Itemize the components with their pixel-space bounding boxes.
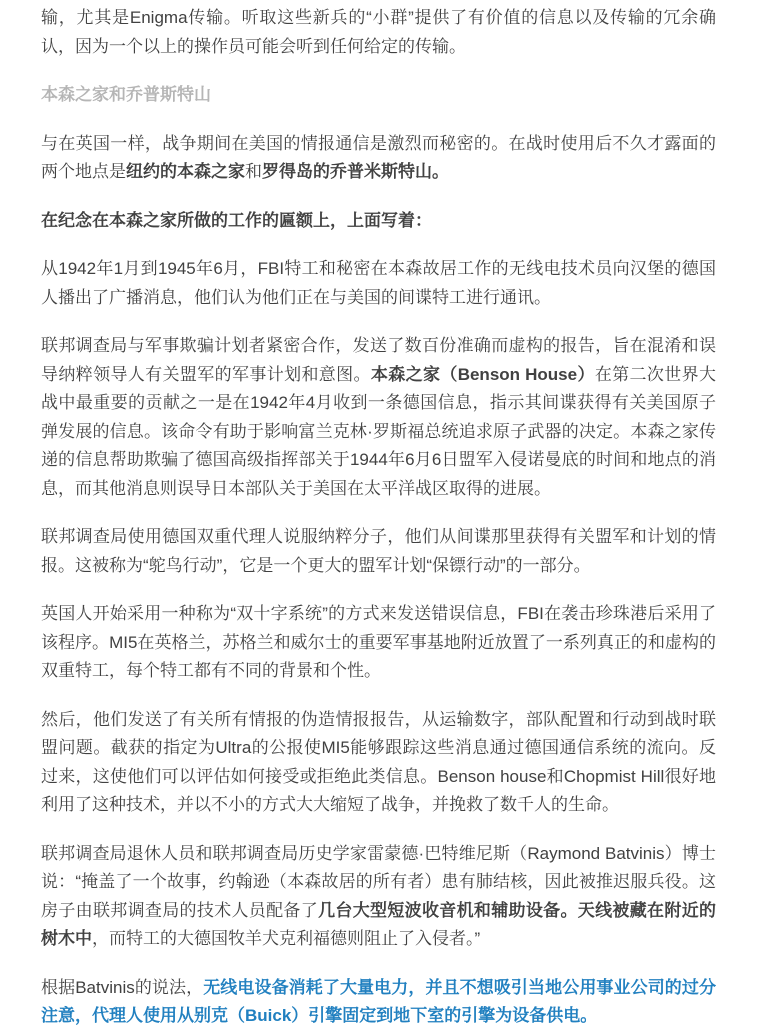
text-run: 从1942年1月到1945年6月，FBI特工和秘密在本森故居工作的无线电技术员向汉堡的德国人播出了广播消息，他们认为他们正在与美国的间谍特工进行通讯。 [41, 259, 716, 307]
text-run: 联邦调查局与军事欺骗计划者紧密合作，发送了数百份准确而虚构的报告，旨在混淆和误导纳粹领导人有关盟军的军事计划和意图。 [41, 336, 716, 384]
paragraph-ostrich-operation [41, 523, 716, 580]
text-run: 罗得岛的乔普米斯特山。 [262, 162, 449, 181]
paragraph-ultra-bulletins [41, 706, 716, 820]
text-run: 无线电设备消耗了大量电力，并且不想吸引当地公用事业公司的过分注意，代理人使用从别克（Buick）引擎固定到地下室的引擎为设备供电。 [41, 977, 716, 1025]
text-run: 在第二次世界大战中最重要的贡献之一是在1942年4月收到一条德国信息，指示其间谍获得有关美国原子弹发展的信息。该命令有助于影响富兰克林·罗斯福总统追求原子武器的决定。本森之家传递的信息帮助欺骗了德国高级指挥部关于1944年6月6日盟军入侵诺曼底的时间和地点的消息，而其他消息则误导日本部队关于美国在太平洋战区取得的进展。 [41, 364, 716, 498]
text-run: 几台大型短波收音机和辅助设备。天线被藏在附近的树木中 [41, 900, 717, 948]
paragraph-batvinis-quote [41, 840, 716, 954]
paragraph-enigma-transmissions [41, 4, 716, 61]
text-run: ，而特工的大德国牧羊犬克利福德则阻止了入侵者。” [92, 929, 481, 948]
text-run: 本森之家和乔普斯特山 [41, 85, 211, 104]
text-run: 本森之家（Benson House） [370, 364, 595, 384]
text-run: 联邦调查局使用德国双重代理人说服纳粹分子，他们从间谍那里获得有关盟军和计划的情报。这被称为“鸵鸟行动”，它是一个更大的盟军计划“保镖行动”的一部分。 [41, 527, 716, 575]
text-run: 在纪念在本森之家所做的工作的匾额上，上面写着： [41, 210, 432, 230]
text-run: 英国人开始采用一种称为“双十字系统”的方式来发送错误信息，FBI在袭击珍珠港后采用了该程序。MI5在英格兰，苏格兰和威尔士的重要军事基地附近放置了一系列真正的和虚构的双重特工，每个特工都有不同的背景和个性。 [41, 604, 716, 680]
text-run: 纽约的本森之家 [126, 162, 245, 181]
paragraph-double-cross-system [41, 600, 716, 686]
paragraph-fbi-broadcasts [41, 255, 716, 312]
paragraph-plaque-intro [41, 207, 716, 236]
text-run: 根据Batvinis的说法， [41, 977, 204, 997]
text-run: 然后，他们发送了有关所有情报的伪造情报报告，从运输数字，部队配置和行动到战时联盟问题。截获的指定为Ultra的公报使MI5能够跟踪这些消息通过德国通信系统的流向。反过来，这使他们可以评估如何接受或拒绝此类信息。Benson house和Chopmist Hill很好地利用了这种技术，并以不小的方式大大缩短了战争，并挽救了数千人的生命。 [41, 709, 716, 814]
text-run: 和 [245, 162, 262, 181]
text-run: 与在英国一样，战争期间在美国的情报通信是激烈而秘密的。在战时使用后不久才露面的两个地点是 [41, 133, 716, 181]
section-heading-benson-house [41, 81, 716, 110]
text-run: 联邦调查局退休人员和联邦调查局历史学家雷蒙德·巴特维尼斯（Raymond Batvinis）博士说：“掩盖了一个故事，约翰逊（本森故居的所有者）患有肺结核，因此被推迟服兵役。这房子由联邦调查局的技术人员配备了 [41, 843, 716, 920]
paragraph-benson-house-contribution [41, 332, 716, 503]
paragraph-buick-engine [41, 974, 716, 1031]
paragraph-two-locations [41, 130, 716, 187]
text-run: 输，尤其是Enigma传输。听取这些新兵的“小群”提供了有价值的信息以及传输的冗余确认，因为一个以上的操作员可能会听到任何给定的传输。 [41, 8, 716, 56]
